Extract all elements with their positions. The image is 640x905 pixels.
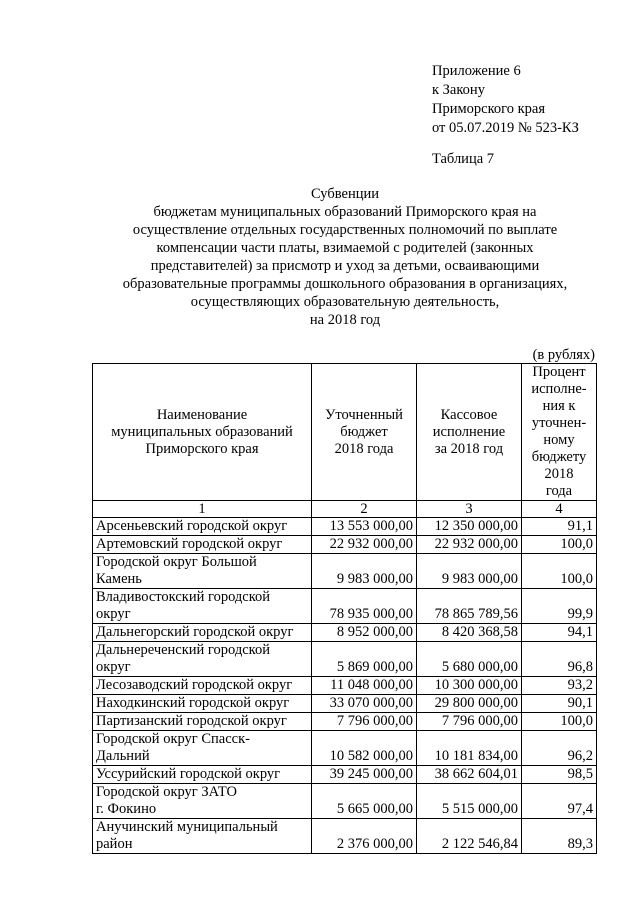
municipality-name-line: Камень [96, 571, 142, 587]
municipality-name-line: Городской округ Большой [96, 554, 257, 570]
percent-value: 90,1 [522, 695, 597, 713]
municipality-name [93, 677, 312, 695]
units-note: (в рублях) [532, 347, 595, 363]
table-row [93, 677, 597, 695]
budget-value: 39 245 000,00 [312, 766, 417, 784]
table-row [93, 589, 597, 624]
budget-value: 78 935 000,00 [312, 589, 417, 624]
header-budget-line: Уточненный [325, 406, 403, 423]
header-name-line: Наименование [156, 406, 248, 423]
table-row [93, 784, 597, 819]
cash-value: 12 350 000,00 [417, 518, 522, 536]
budget-value: 22 932 000,00 [312, 536, 417, 554]
cash-value: 29 800 000,00 [417, 695, 522, 713]
municipality-name-line: Городской округ Спасск- [96, 731, 250, 747]
header-percent-line: ния к [542, 398, 576, 414]
percent-value: 100,0 [522, 554, 597, 589]
municipality-name [93, 766, 312, 784]
municipality-name [93, 713, 312, 731]
percent-value: 100,0 [522, 713, 597, 731]
document-title [90, 185, 600, 329]
title-line: представителей) за присмотр и уход за детьми, осваивающими [150, 258, 540, 274]
percent-value: 93,2 [522, 677, 597, 695]
appendix-line: Приложение 6 [432, 63, 521, 79]
budget-value: 2 376 000,00 [312, 819, 417, 854]
header-budget-line: 2018 года [334, 440, 394, 457]
column-number: 4 [522, 501, 597, 518]
percent-value: 100,0 [522, 536, 597, 554]
header-cash-line: за 2018 год [434, 440, 504, 457]
header-percent-line: 2018 [544, 466, 574, 482]
budget-value: 5 869 000,00 [312, 642, 417, 677]
header-percent-line: года [545, 483, 573, 499]
municipality-name-line: Партизанский городской округ [96, 713, 287, 729]
table-number: Таблица 7 [432, 151, 495, 167]
municipality-name-line: округ [96, 659, 131, 675]
header-percent-line: бюджету [531, 449, 587, 465]
table-row [93, 536, 597, 554]
header-cash-line: Кассовое [440, 406, 498, 423]
municipality-name-line: Артемовский городской округ [96, 536, 283, 552]
table-row [93, 518, 597, 536]
header-name [93, 364, 312, 501]
municipality-name-line: Лесозаводский городской округ [96, 677, 293, 693]
title-line: образовательные программы дошкольного образования в организациях, [122, 276, 568, 292]
municipality-name [93, 695, 312, 713]
budget-value: 5 665 000,00 [312, 784, 417, 819]
percent-value: 98,5 [522, 766, 597, 784]
table-row [93, 731, 597, 766]
appendix-line: к Закону [432, 82, 485, 98]
budget-value: 13 553 000,00 [312, 518, 417, 536]
budget-value: 9 983 000,00 [312, 554, 417, 589]
appendix-line: Приморского края [432, 101, 546, 117]
subsidies-table [92, 363, 597, 854]
municipality-name-line: Дальнереченский городской [96, 642, 270, 658]
table-row [93, 642, 597, 677]
percent-value: 97,4 [522, 784, 597, 819]
appendix-line: от 05.07.2019 № 523-КЗ [432, 120, 579, 136]
percent-value: 96,8 [522, 642, 597, 677]
municipality-name-line: Владивостокский городской [96, 589, 271, 605]
header-budget [312, 364, 417, 501]
title-line: компенсации части платы, взимаемой с родителей (законных [156, 240, 534, 256]
title-line: осуществление отдельных государственных полномочий по выплате [132, 222, 558, 238]
appendix-block [432, 62, 579, 138]
municipality-name-line: Уссурийский городской округ [96, 766, 281, 782]
header-percent-line: ному [543, 432, 575, 448]
municipality-name-line: Находкинский городской округ [96, 695, 290, 711]
column-number: 2 [312, 501, 417, 518]
table-header-row [93, 364, 597, 501]
table-row [93, 624, 597, 642]
municipality-name-line: Арсеньевский городской округ [96, 518, 288, 534]
header-cash [417, 364, 522, 501]
budget-value: 10 582 000,00 [312, 731, 417, 766]
cash-value: 9 983 000,00 [417, 554, 522, 589]
municipality-name-line: Дальнегорский городской округ [96, 624, 294, 640]
title-line: на 2018 год [309, 312, 381, 328]
municipality-name [93, 642, 312, 677]
percent-value: 89,3 [522, 819, 597, 854]
cash-value: 38 662 604,01 [417, 766, 522, 784]
table-row [93, 554, 597, 589]
cash-value: 5 680 000,00 [417, 642, 522, 677]
cash-value: 8 420 368,58 [417, 624, 522, 642]
percent-value: 94,1 [522, 624, 597, 642]
header-percent-line: Процент [532, 364, 586, 380]
municipality-name-line: Дальний [96, 748, 150, 764]
table-row [93, 819, 597, 854]
municipality-name [93, 589, 312, 624]
table-row [93, 766, 597, 784]
column-number-row [93, 501, 597, 518]
header-name-line: муниципальных образований [111, 423, 293, 440]
header-budget-line: бюджет [340, 423, 388, 440]
cash-value: 5 515 000,00 [417, 784, 522, 819]
municipality-name-line: Анучинский муниципальный [96, 819, 278, 835]
table-row [93, 695, 597, 713]
budget-value: 11 048 000,00 [312, 677, 417, 695]
percent-value: 91,1 [522, 518, 597, 536]
header-percent-line: исполне- [531, 381, 587, 397]
municipality-name [93, 536, 312, 554]
municipality-name [93, 784, 312, 819]
budget-value: 8 952 000,00 [312, 624, 417, 642]
cash-value: 78 865 789,56 [417, 589, 522, 624]
cash-value: 7 796 000,00 [417, 713, 522, 731]
header-name-line: Приморского края [145, 440, 259, 457]
municipality-name-line: округ [96, 606, 131, 622]
header-percent-line: уточнен- [531, 415, 587, 431]
cash-value: 10 300 000,00 [417, 677, 522, 695]
budget-value: 7 796 000,00 [312, 713, 417, 731]
municipality-name-line: г. Фокино [96, 801, 157, 817]
cash-value: 22 932 000,00 [417, 536, 522, 554]
table-body [93, 518, 597, 854]
municipality-name [93, 518, 312, 536]
title-line: Субвенции [311, 186, 379, 202]
cash-value: 10 181 834,00 [417, 731, 522, 766]
percent-value: 96,2 [522, 731, 597, 766]
percent-value: 99,9 [522, 589, 597, 624]
title-line: осуществляющих образовательную деятельность, [190, 294, 500, 310]
municipality-name [93, 624, 312, 642]
cash-value: 2 122 546,84 [417, 819, 522, 854]
municipality-name-line: Городской округ ЗАТО [96, 784, 237, 800]
municipality-name [93, 819, 312, 854]
municipality-name-line: район [96, 836, 133, 852]
header-percent [522, 364, 597, 501]
title-line: бюджетам муниципальных образований Приморского края на [153, 204, 537, 220]
column-number: 3 [417, 501, 522, 518]
municipality-name [93, 731, 312, 766]
column-number: 1 [93, 501, 312, 518]
header-cash-line: исполнение [432, 423, 506, 440]
budget-value: 33 070 000,00 [312, 695, 417, 713]
municipality-name [93, 554, 312, 589]
table-row [93, 713, 597, 731]
